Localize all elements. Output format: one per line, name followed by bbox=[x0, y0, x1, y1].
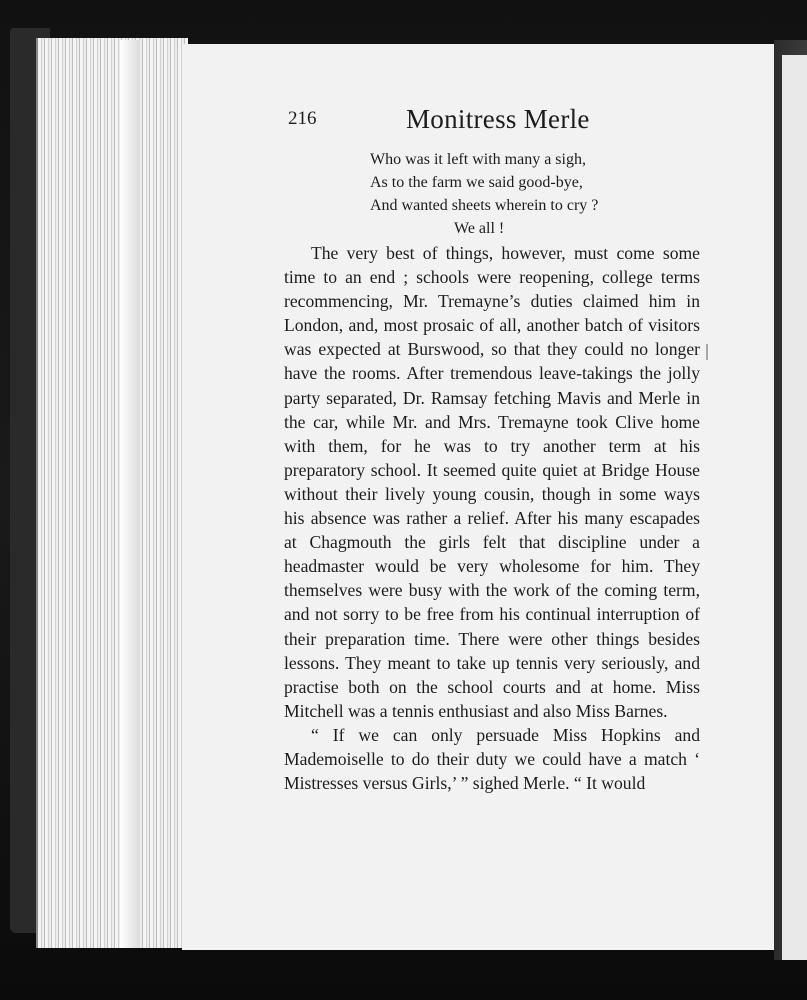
paragraph: “ If we can only persuade Miss Hopkins and Mademoiselle to do their duty we could have a match ‘ Mistresses versus Girls,’ ” sighed Merle. “ It would bbox=[284, 724, 700, 794]
body-text bbox=[284, 241, 700, 795]
poem-line: We all ! bbox=[454, 220, 505, 237]
facing-page bbox=[782, 55, 807, 960]
poem-line: Who was it left with many a sigh, bbox=[370, 151, 586, 168]
page-stack bbox=[36, 38, 188, 948]
page-stack-edge bbox=[120, 40, 140, 948]
poem-line: And wanted sheets wherein to cry ? bbox=[370, 197, 599, 214]
running-title: Monitress Merle bbox=[406, 104, 590, 134]
paragraph: The very best of things, however, must come some time to an end ; schools were reopening, college terms recommencing, Mr. Tremayne’s duties claimed him in London, and, most prosaic of all, another batch of visitors was expected at Burswood, so that they could no longer have the rooms. After tremendous leave-takings the jolly party separated, Dr. Ramsay fetching Mavis and Merle in the car, while Mr. and Mrs. Tremayne took Clive home with them, for he was to try another term at his preparatory school. It seemed quite quiet at Bridge House without their lively young cousin, though in some ways his absence was rather a relief. After his many escapades at Chagmouth the girls felt that discipline under a headmaster would be very wholesome for him. They themselves were busy with the work of the coming term, and not sorry to be free from his continual interruption of their preparation time. There were other things besides lessons. They meant to take up tennis very seriously, and practise both on the school courts and at home. Miss Mitchell was a tennis enthusiast and also Miss Barnes. bbox=[284, 243, 700, 721]
poem-line: As to the farm we said good-bye, bbox=[370, 174, 583, 191]
poem-stanza bbox=[370, 148, 670, 240]
margin-mark bbox=[706, 344, 708, 360]
page-number: 216 bbox=[288, 108, 317, 129]
